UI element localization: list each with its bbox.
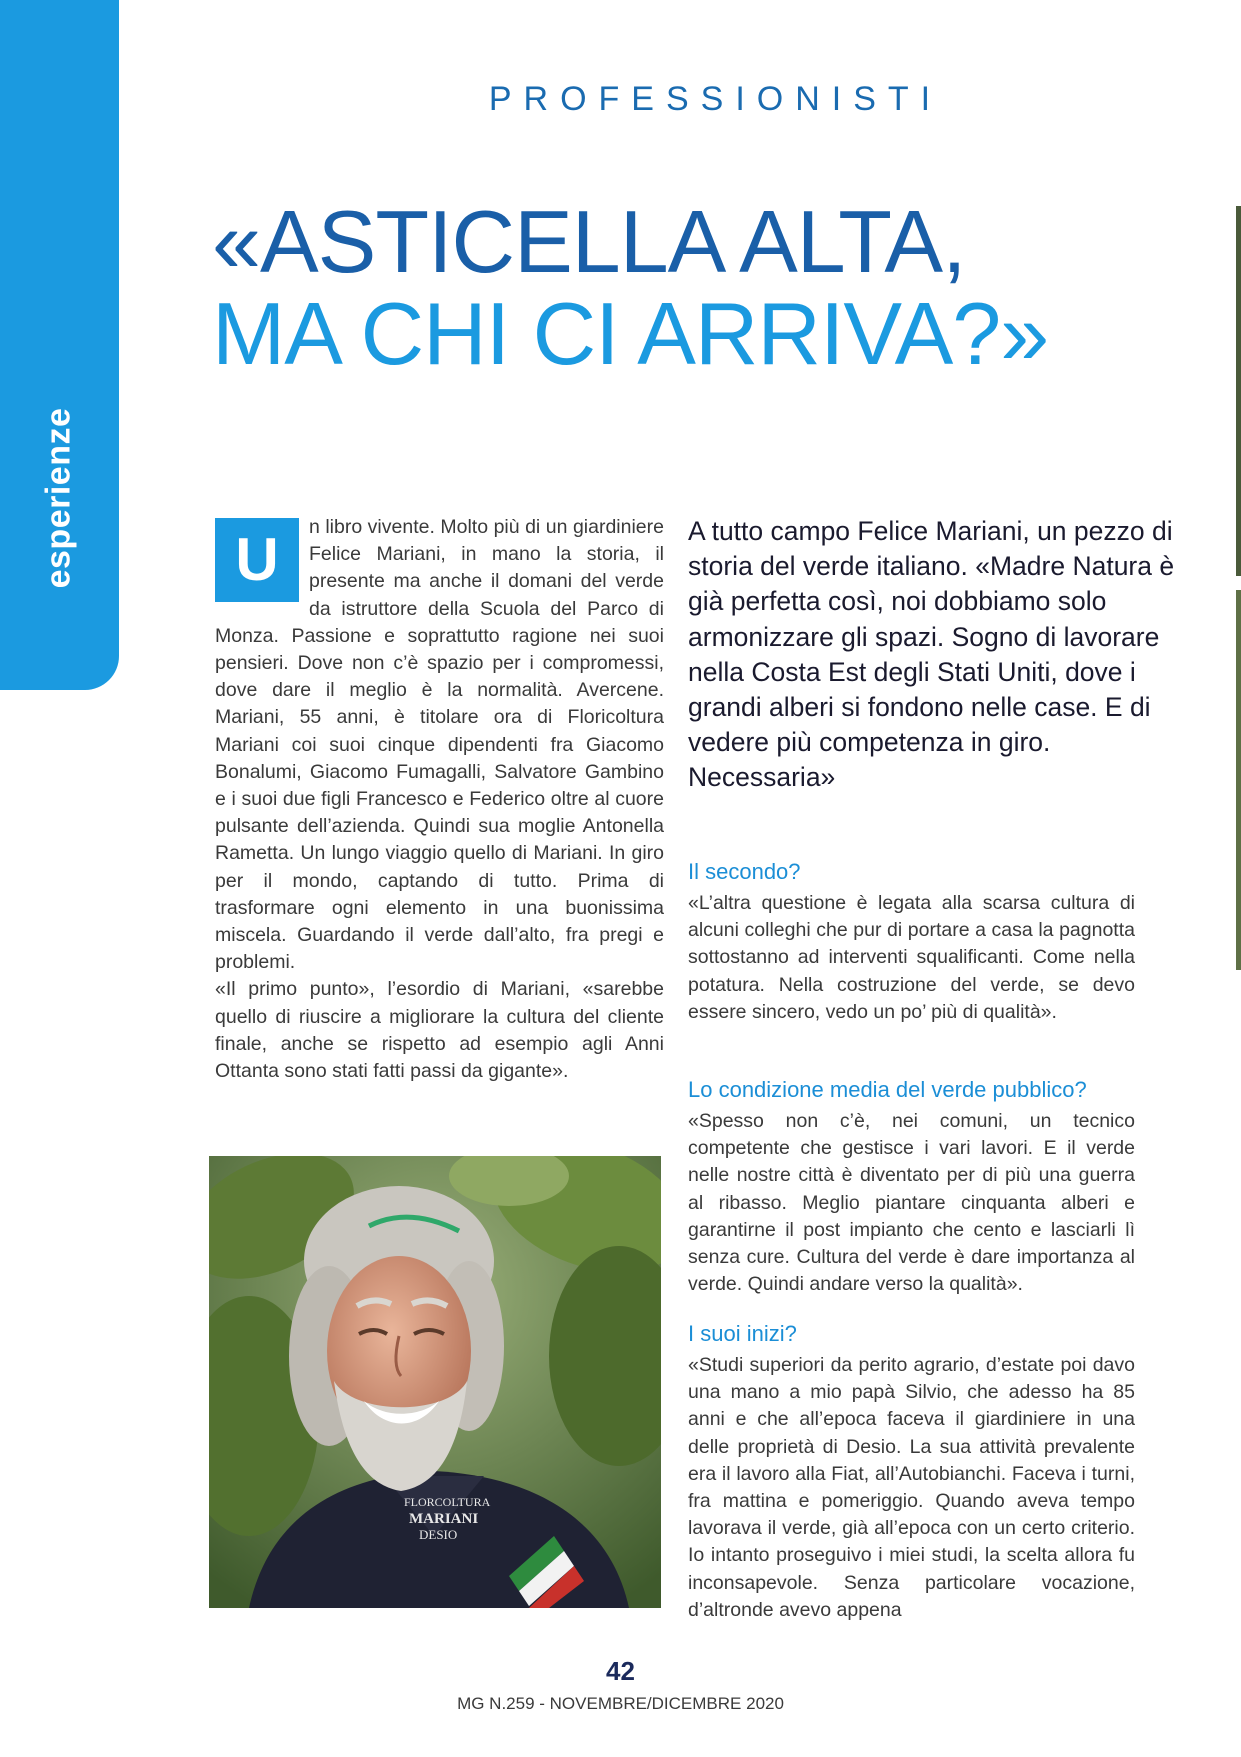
issue-footer: MG N.259 - NOVEMBRE/DICEMBRE 2020: [457, 1694, 784, 1713]
portrait-photo: [209, 1156, 661, 1608]
page-number: 42: [606, 1656, 635, 1686]
standfirst: A tutto campo Felice Mariani, un pezzo di storia del verde italiano. «Madre Natura è già perfetta così, noi dobbiamo solo armonizzare gli spazi. Sogno di lavorare nella Costa Est degli Stati Uniti, dove i grandi alberi si fondono nelle case. E di vedere più competenza in giro. Necessaria»: [688, 516, 1175, 793]
adjacent-page-edge: [1236, 590, 1241, 970]
adjacent-page-edge: [1236, 206, 1241, 576]
headline: [212, 192, 1212, 383]
answer: «L’altra questione è legata alla scarsa cultura di alcuni colleghi che pur di portare a casa la pagnotta sottostanno ad interventi squalificanti. Come nella potatura. Nella costruzione del verde, se devo essere sincero, vedo un po’ più di qualità».: [688, 892, 1135, 1023]
qa-block: [688, 858, 1135, 1026]
article-body: [215, 514, 664, 1085]
section-label: esperienze: [39, 407, 78, 589]
body-paragraph: «Il primo punto», l’esordio di Mariani, «sarebbe quello di riuscire a migliorare la cultura del cliente finale, anche se rispetto ad esempio agli Anni Ottanta sono stati fatti passi da gigante».: [215, 978, 664, 1083]
drop-cap: U: [215, 518, 299, 602]
portrait-illustration: [209, 1156, 661, 1608]
headline-line-2: MA CHI CI ARRIVA?»: [212, 283, 1049, 383]
question: Lo condizione media del verde pubblico?: [688, 1077, 1087, 1102]
section-kicker: PROFESSIONISTI: [488, 80, 943, 118]
question: I suoi inizi?: [688, 1321, 797, 1346]
shirt-print: DESIO: [419, 1527, 458, 1542]
shirt-print: FLORCOLTURA: [404, 1495, 491, 1509]
qa-block: [688, 1320, 1135, 1624]
question: Il secondo?: [688, 859, 801, 884]
qa-block: [688, 1076, 1135, 1298]
answer: «Spesso non c’è, nei comuni, un tecnico competente che gestisce i vari lavori. E il verde nelle nostre città è diventato per di più una guerra al ribasso. Meglio piantare cinquanta alberi e garantirne il post impianto che cento e lasciarli lì senza cure. Cultura del verde è dare importanza al verde. Quindi andare verso la qualità».: [688, 1110, 1135, 1296]
headline-line-1: «ASTICELLA ALTA,: [212, 192, 966, 291]
shirt-print: MARIANI: [409, 1511, 479, 1527]
body-paragraph: n libro vivente. Molto più di un giardiniere Felice Mariani, in mano la storia, il presente ma anche il domani del verde da istruttore della Scuola del Parco di Monza. Passione e soprattutto ragione nei suoi pensieri. Dove non c’è spazio per i compromessi, dove dare il meglio è la normalità. Avercene. Mariani, 55 anni, è titolare ora di Floricoltura Mariani coi suoi cinque dipendenti fra Giacomo Bonalumi, Giacomo Fumagalli, Salvatore Gambino e i suoi due figli Francesco e Federico oltre al cuore pulsante dell’azienda. Quindi sua moglie Antonella Rametta. Un lungo viaggio quello di Mariani. In giro per il mondo, captando di tutto. Prima di trasformare ogni elemento in una buonissima miscela. Guardando il verde dall’alto, fra pregi e problemi.: [215, 516, 664, 974]
answer: «Studi superiori da perito agrario, d’estate poi davo una mano a mio papà Silvio, che adesso ha 85 anni e che all’epoca faceva il giardiniere in una delle proprietà di Desio. La sua attività prevalente era il lavoro alla Fiat, all’Autobianchi. Faceva i turni, fra mattina e pomeriggio. Quando aveva tempo lavorava il verde, già all’epoca con un certo criterio. Io intanto proseguivo i miei studi, la scelta allora fu inconsapevole. Senza particolare vocazione, d’altronde avevo appena: [688, 1354, 1135, 1621]
